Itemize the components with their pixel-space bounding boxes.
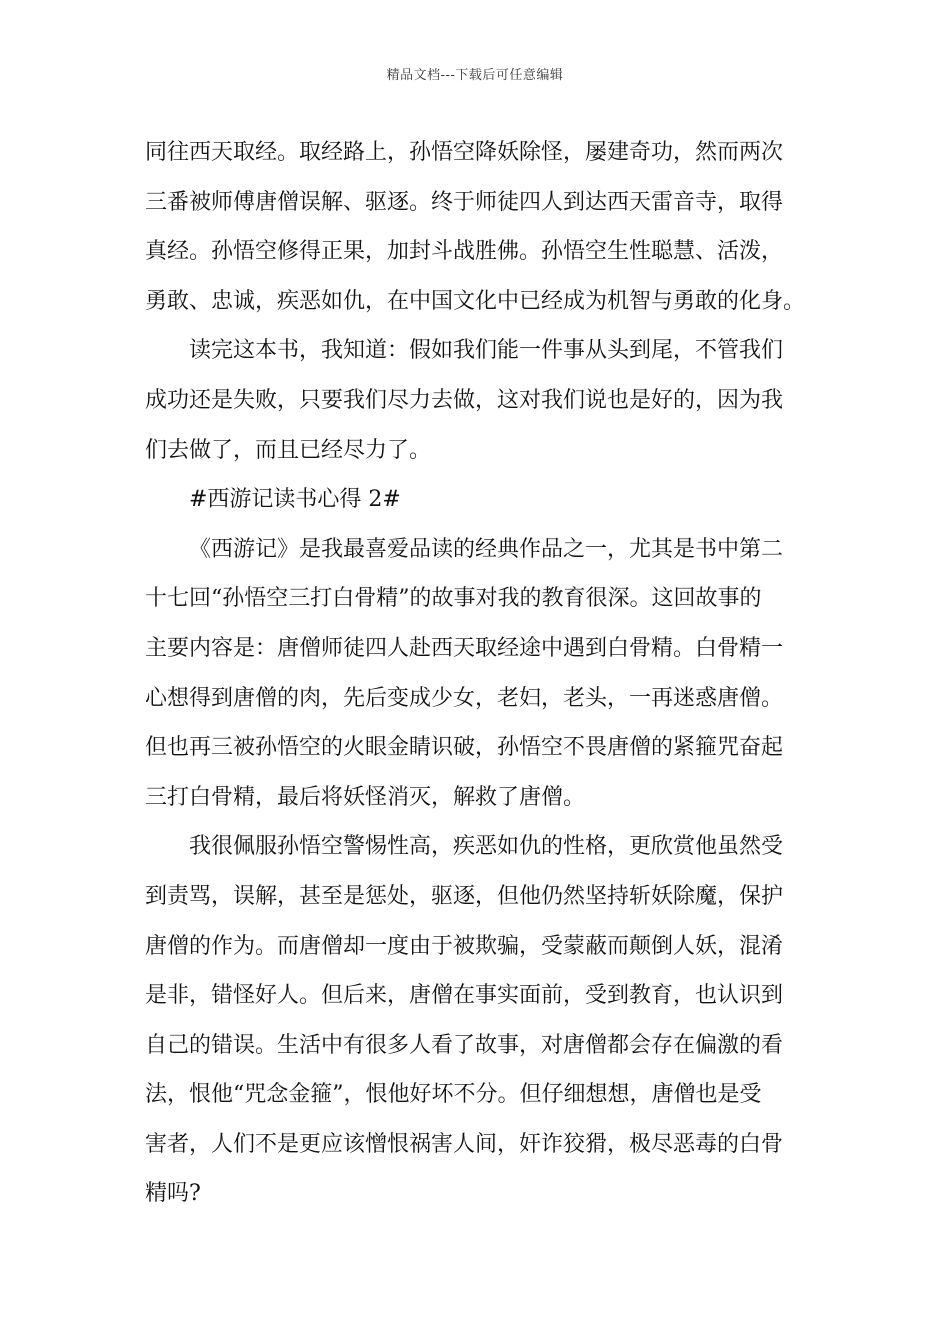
paragraph-first-line: 读完这本书，我知道：假如我们能一件事从头到尾，不管我们 <box>189 338 784 364</box>
text-line: 十七回“孙悟空三打白骨精”的故事对我的教育很深。这回故事的 <box>145 586 762 612</box>
text-line: 同往西天取经。取经路上，孙悟空降妖除怪，屡建奇功，然而两次 <box>145 140 784 165</box>
paragraph-first-line: 《西游记》是我最喜爱品读的经典作品之一，尤其是书中第二 <box>189 536 784 562</box>
text-line: 自己的错误。生活中有很多人看了故事，对唐僧都会存在偏激的看 <box>145 1032 784 1058</box>
text-line: 们去做了，而且已经尽力了。 <box>145 437 432 463</box>
text-line: 法，恨他“咒念金箍”，恨他好坏不分。但仔细想想，唐僧也是受 <box>145 1082 762 1108</box>
paragraph-first-line: 我很佩服孙悟空警惕性高，疾恶如仇的性格，更欣赏他虽然受 <box>189 834 784 860</box>
page-header: 精品文档---下载后可任意编辑 <box>386 68 564 83</box>
text-line: 精吗? <box>145 1181 201 1207</box>
section-heading: #西游记读书心得 2# <box>189 487 401 513</box>
text-line: 唐僧的作为。而唐僧却一度由于被欺骗，受蒙蔽而颠倒人妖，混淆 <box>145 933 784 959</box>
text-line: 三打白骨精，最后将妖怪消灭，解救了唐僧。 <box>145 784 586 810</box>
text-line: 害者，人们不是更应该憎恨祸害人间，奸诈狡猾，极尽恶毒的白骨 <box>145 1131 784 1157</box>
text-line: 成功还是失败，只要我们尽力去做，这对我们说也是好的，因为我 <box>145 387 784 413</box>
text-line: 三番被师傅唐僧误解、驱逐。终于师徒四人到达西天雷音寺，取得 <box>145 189 784 215</box>
text-line: 心想得到唐僧的肉，先后变成少女，老妇，老头，一再迷惑唐僧。 <box>145 685 784 711</box>
text-line: 勇敢、忠诚，疾恶如仇，在中国文化中已经成为机智与勇敢的化身。 <box>145 288 806 314</box>
text-line: 真经。孙悟空修得正果，加封斗战胜佛。孙悟空生性聪慧、活泼， <box>145 239 784 265</box>
text-line: 主要内容是：唐僧师徒四人赴西天取经途中遇到白骨精。白骨精一 <box>145 635 784 661</box>
text-line: 但也再三被孙悟空的火眼金睛识破，孙悟空不畏唐僧的紧箍咒奋起 <box>145 735 784 761</box>
text-line: 到责骂，误解，甚至是惩处，驱逐，但他仍然坚持斩妖除魔，保护 <box>145 883 784 909</box>
text-line: 是非，错怪好人。但后来，唐僧在事实面前，受到教育，也认识到 <box>145 983 784 1009</box>
document-body <box>145 128 810 1219</box>
